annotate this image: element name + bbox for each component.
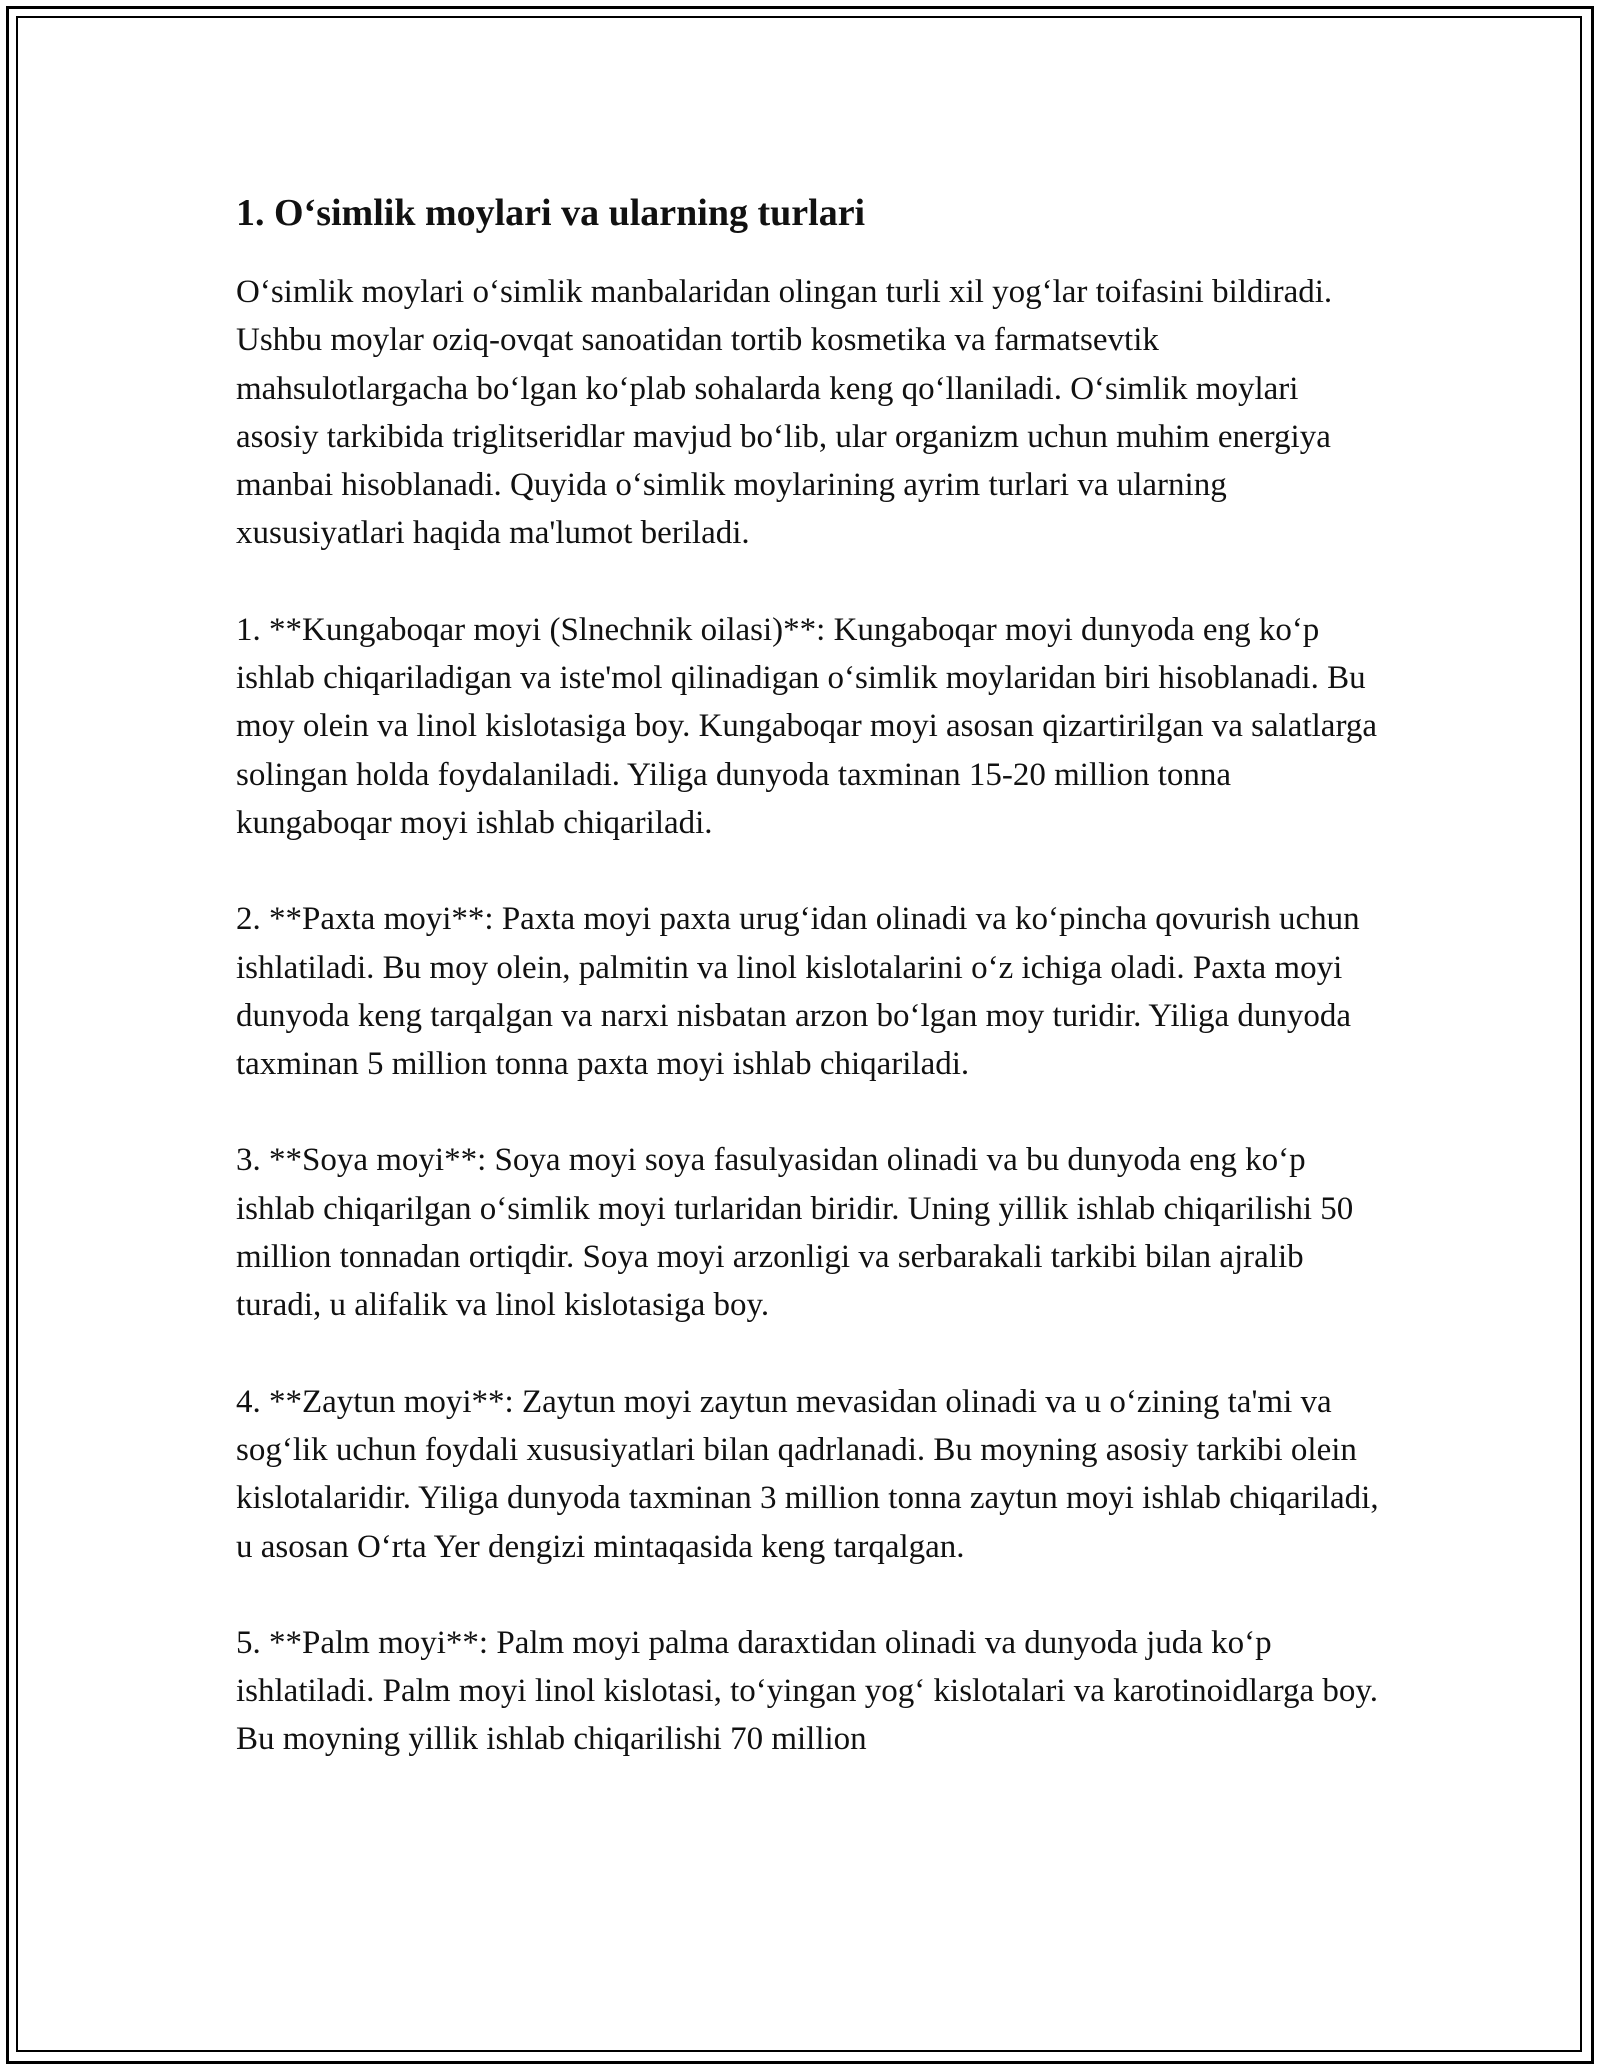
list-item-olive-oil: 4. **Zaytun moyi**: Zaytun moyi zaytun mevasidan olinadi va u o‘zining ta'mi va sog‘lik uchun foydali xususiyatlari bilan qadrlanadi. Bu moyning asosiy tarkibi olein kislotalaridir. Yiliga dunyoda taxminan 3 million tonna zaytun moyi ishlab chiqariladi, u asosan O‘rta Yer dengizi mintaqasida keng tarqalgan. [236, 1383, 1379, 1565]
list-item-palm-oil: 5. **Palm moyi**: Palm moyi palma daraxtidan olinadi va dunyoda juda ko‘p ishlatiladi. Palm moyi linol kislotasi, to‘yingan yog‘ kislotalari va karotinoidlarga boy. Bu moyning yillik ishlab chiqarilishi 70 million [236, 1624, 1379, 1758]
list-item-cottonseed-oil: 2. **Paxta moyi**: Paxta moyi paxta urug‘idan olinadi va ko‘pincha qovurish uchun ishlatiladi. Bu moy olein, palmitin va linol kislotalarini o‘z ichiga oladi. Paxta moyi dunyoda keng tarqalgan va narxi nisbatan arzon bo‘lgan moy turidir. Yiliga dunyoda taxminan 5 million tonna paxta moyi ishlab chiqariladi. [236, 901, 1360, 1083]
section-title: 1. O‘simlik moylari va ularning turlari [236, 192, 866, 234]
document-body [236, 186, 1386, 1812]
intro-paragraph: O‘simlik moylari o‘simlik manbalaridan olingan turli xil yog‘lar toifasini bildiradi. Ushbu moylar oziq-ovqat sanoatidan tortib kosmetika va farmatsevtik mahsulotlargacha bo‘lgan ko‘plab sohalarda keng qo‘llaniladi. O‘simlik moylari asosiy tarkibida triglitseridlar mavjud bo‘lib, ular organizm uchun muhim energiya manbai hisoblanadi. Quyida o‘simlik moylarining ayrim turlari va ularning xususiyatlari haqida ma'lumot beriladi. [236, 274, 1333, 552]
list-item-soybean-oil: 3. **Soya moyi**: Soya moyi soya fasulyasidan olinadi va bu dunyoda eng ko‘p ishlab chiqarilgan o‘simlik moyi turlaridan biridir. Uning yillik ishlab chiqarilishi 50 million tonnadan ortiqdir. Soya moyi arzonligi va serbarakali tarkibi bilan ajralib turadi, u alifalik va linol kislotasiga boy. [236, 1142, 1354, 1324]
list-item-sunflower-oil: 1. **Kungaboqar moyi (Slnechnik oilasi)**: Kungaboqar moyi dunyoda eng ko‘p ishlab chiqariladigan va iste'mol qilinadigan o‘simlik moylaridan biri hisoblanadi. Bu moy olein va linol kislotasiga boy. Kungaboqar moyi asosan qizartirilgan va salatlarga solingan holda foydalaniladi. Yiliga dunyoda taxminan 15-20 million tonna kungaboqar moyi ishlab chiqariladi. [236, 611, 1377, 841]
